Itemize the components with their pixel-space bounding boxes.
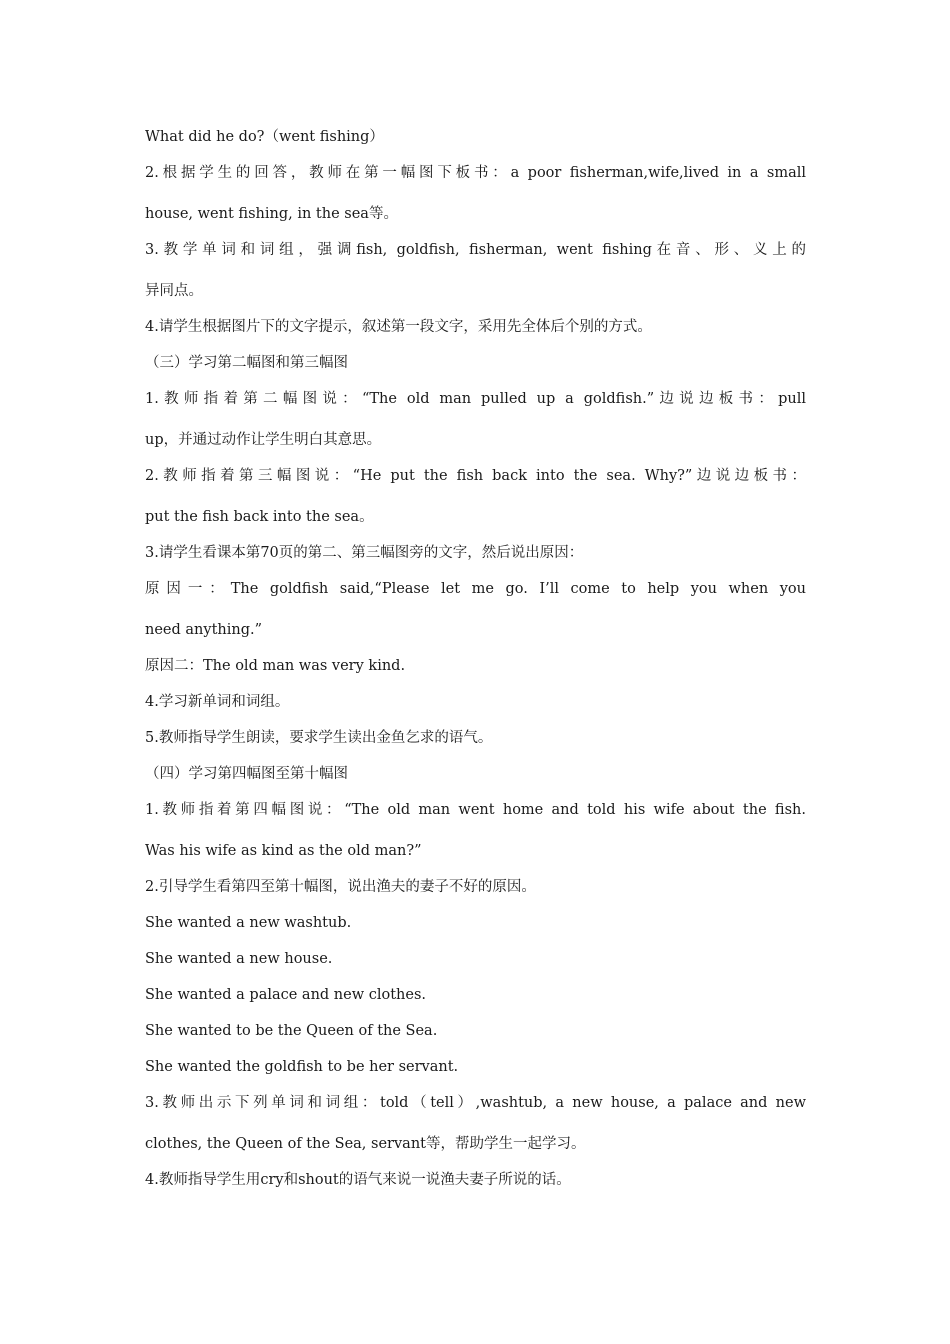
text-line: 3.教师出示下列单词和词组：told（tell）,washtub, a new house, a palace and new	[145, 1095, 806, 1111]
text-line: 异同点。	[145, 283, 203, 299]
text-line: 1.教师指着第四幅图说：“The old man went home and told his wife about the fish.	[145, 802, 806, 818]
text-line: 1.教师指着第二幅图说：“The old man pulled up a goldfish.”边说边板书：pull	[145, 391, 806, 407]
text-line: What did he do?（went fishing）	[145, 129, 384, 145]
text-line: 2.教师指着第三幅图说：“He put the fish back into the sea. Why?”边说边板书：	[145, 468, 806, 484]
section-heading: （四）学习第四幅图至第十幅图	[145, 766, 348, 782]
text-line: 原因一：The goldfish said,“Please let me go. I’ll come to help you when you	[145, 581, 806, 597]
text-line: She wanted the goldfish to be her servant.	[145, 1059, 459, 1075]
text-line: up，并通过动作让学生明白其意思。	[145, 432, 382, 448]
text-line: 4.学习新单词和词组。	[145, 694, 290, 710]
text-line: 4.教师指导学生用cry和shout的语气来说一说渔夫妻子所说的话。	[145, 1172, 571, 1188]
text-line: She wanted to be the Queen of the Sea.	[145, 1023, 438, 1039]
text-line: 原因二：The old man was very kind.	[145, 658, 406, 674]
text-line: need anything.”	[145, 622, 263, 638]
text-line: 3.请学生看课本第70页的第二、第三幅图旁的文字，然后说出原因：	[145, 545, 584, 561]
text-line: Was his wife as kind as the old man?”	[145, 843, 422, 859]
text-line: 5.教师指导学生朗读，要求学生读出金鱼乞求的语气。	[145, 730, 493, 746]
text-line: 2.根据学生的回答，教师在第一幅图下板书：a poor fisherman,wife,lived in a small	[145, 165, 806, 181]
section-heading: （三）学习第二幅图和第三幅图	[145, 355, 348, 371]
text-line: She wanted a new house.	[145, 951, 333, 967]
text-line: She wanted a palace and new clothes.	[145, 987, 427, 1003]
text-line: house, went fishing, in the sea等。	[145, 206, 398, 222]
text-line: 3.教学单词和词组，强调fish, goldfish, fisherman, went fishing在音、形、义上的	[145, 242, 806, 258]
text-line: put the fish back into the sea。	[145, 509, 374, 525]
text-line: 4.请学生根据图片下的文字提示，叙述第一段文字，采用先全体后个别的方式。	[145, 319, 652, 335]
text-line: She wanted a new washtub.	[145, 915, 352, 931]
text-line: 2.引导学生看第四至第十幅图，说出渔夫的妻子不好的原因。	[145, 879, 536, 895]
text-line: clothes, the Queen of the Sea, servant等，帮助学生一起学习。	[145, 1136, 586, 1152]
